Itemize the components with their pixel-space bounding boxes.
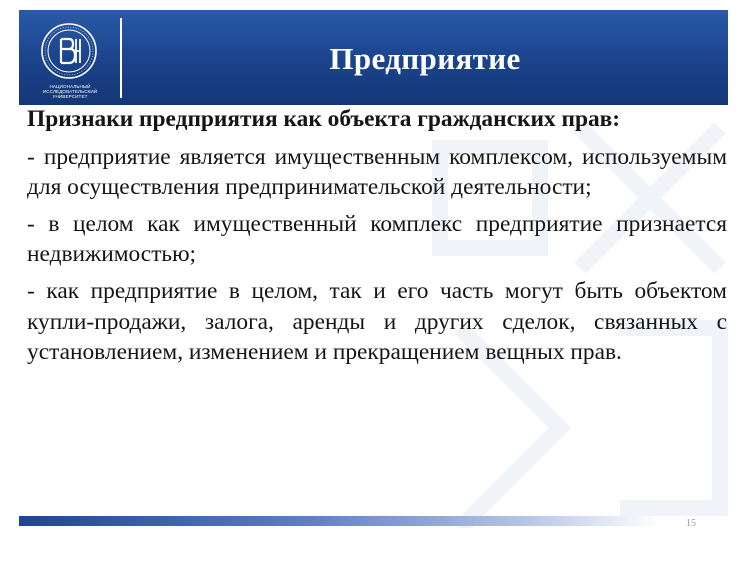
logo <box>19 10 119 105</box>
footer-bar <box>19 516 659 526</box>
logo-caption: НАЦИОНАЛЬНЫЙ ИССЛЕДОВАТЕЛЬСКИЙ УНИВЕРСИТЕТ <box>42 84 98 100</box>
bullet-item-1: - предприятие является имущественным комплексом, используемым для осуществления предпринимательской деятельности; <box>27 143 727 201</box>
bullet-item-2: - в целом как имущественный комплекс предприятие признается недвижимостью; <box>27 210 727 268</box>
university-emblem-icon <box>40 22 98 80</box>
content-heading: Признаки предприятия как объекта гражданских прав: <box>27 106 621 132</box>
page-number: 15 <box>686 518 696 529</box>
slide-title: Предприятие <box>329 41 521 76</box>
bullet-item-3: - как предприятие в целом, так и его часть могут быть объектом купли-продажи, залога, аренды и других сделок, связанных с установлением, изменением и прекращением вещных прав. <box>27 277 727 366</box>
slide-header <box>19 10 728 105</box>
slide-content <box>27 104 727 374</box>
